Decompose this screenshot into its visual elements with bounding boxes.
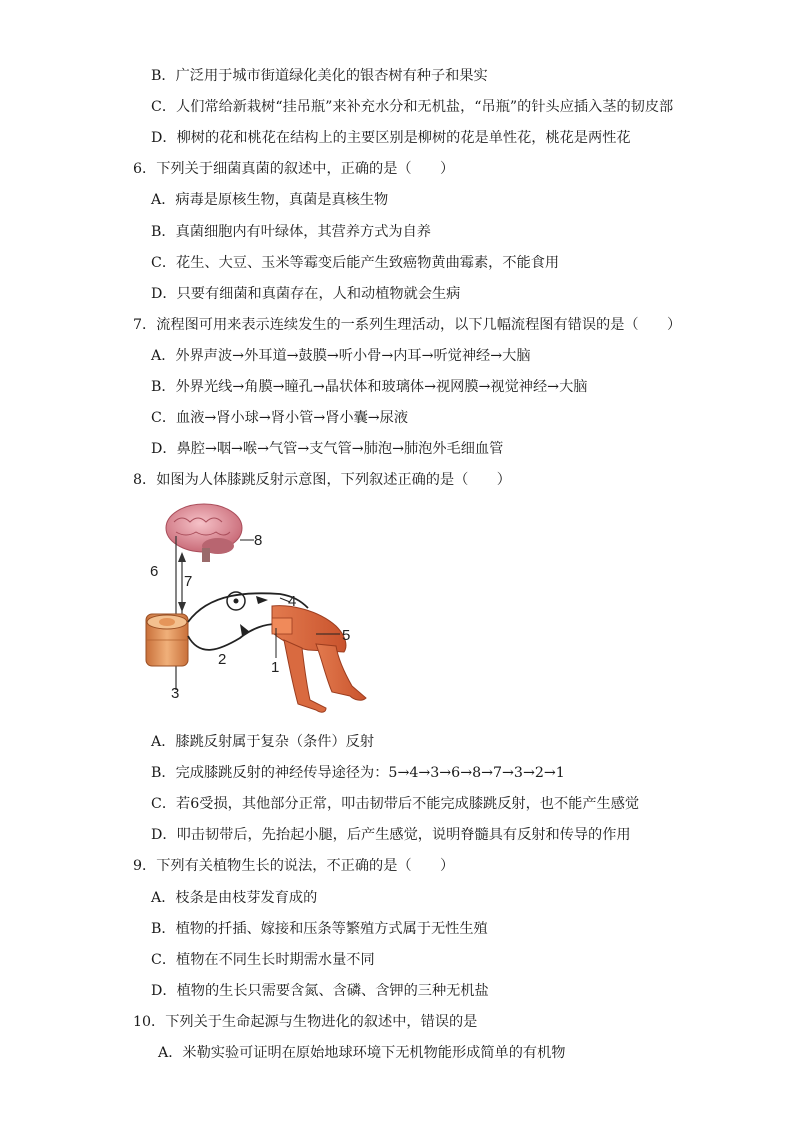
q10-stem: 10．下列关于生命起源与生物进化的叙述中，错误的是 bbox=[133, 1014, 478, 1030]
label-8: 8 bbox=[254, 532, 263, 549]
q6-option-b: B．真菌细胞内有叶绿体，其营养方式为自养 bbox=[151, 224, 431, 240]
arrow-right-icon bbox=[240, 624, 250, 636]
q8-option-c: C．若6受损，其他部分正常，叩击韧带后不能完成膝跳反射，也不能产生感觉 bbox=[151, 796, 640, 812]
leg-illustration bbox=[272, 606, 366, 713]
label-1: 1 bbox=[271, 659, 280, 676]
brain-illustration bbox=[166, 504, 242, 562]
spinal-cord-illustration bbox=[146, 614, 188, 666]
label-5: 5 bbox=[342, 627, 351, 644]
q9-option-d: D．植物的生长只需要含氮、含磷、含钾的三种无机盐 bbox=[151, 983, 489, 999]
label-3: 3 bbox=[171, 685, 180, 702]
label-7: 7 bbox=[184, 573, 193, 590]
q5-option-d: D．柳树的花和桃花在结构上的主要区别是柳树的花是单性花，桃花是两性花 bbox=[151, 130, 631, 146]
q7-option-c: C．血液→肾小球→肾小管→肾小囊→尿液 bbox=[151, 410, 409, 426]
q9-option-b: B．植物的扦插、嫁接和压条等繁殖方式属于无性生殖 bbox=[151, 921, 488, 937]
arrow-down-icon bbox=[178, 602, 186, 612]
q6-option-a: A．病毒是原核生物，真菌是真核生物 bbox=[151, 192, 389, 208]
q6-option-d: D．只要有细菌和真菌存在，人和动植物就会生病 bbox=[151, 286, 461, 302]
knee-jerk-reflex-diagram bbox=[140, 500, 380, 725]
q6-stem: 6．下列关于细菌真菌的叙述中，正确的是（ ） bbox=[133, 161, 455, 177]
q7-stem: 7．流程图可用来表示连续发生的一系列生理活动，以下几幅流程图有错误的是（ ） bbox=[133, 317, 682, 333]
q5-option-b: B．广泛用于城市街道绿化美化的银杏树有种子和果实 bbox=[151, 68, 488, 84]
q9-option-c: C．植物在不同生长时期需水量不同 bbox=[151, 952, 375, 968]
q8-option-a: A．膝跳反射属于复杂（条件）反射 bbox=[151, 734, 375, 750]
arrow-right-icon bbox=[256, 596, 268, 604]
q9-stem: 9．下列有关植物生长的说法，不正确的是（ ） bbox=[133, 858, 455, 874]
q8-stem: 8．如图为人体膝跳反射示意图，下列叙述正确的是（ ） bbox=[133, 472, 511, 488]
q6-option-c: C．花生、大豆、玉米等霉变后能产生致癌物黄曲霉素，不能食用 bbox=[151, 255, 560, 271]
q7-option-a: A．外界声波→外耳道→鼓膜→听小骨→内耳→听觉神经→大脑 bbox=[151, 348, 531, 364]
label-2: 2 bbox=[218, 651, 227, 668]
arrow-up-icon bbox=[178, 552, 186, 562]
q8-option-b: B．完成膝跳反射的神经传导途径为：5→4→3→6→8→7→3→2→1 bbox=[151, 765, 565, 781]
q5-option-c: C．人们常给新栽树“挂吊瓶”来补充水分和无机盐，“吊瓶”的针头应插入茎的韧皮部 bbox=[151, 99, 674, 115]
q7-option-b: B．外界光线→角膜→瞳孔→晶状体和玻璃体→视网膜→视觉神经→大脑 bbox=[151, 379, 588, 395]
q10-option-a: A．米勒实验可证明在原始地球环境下无机物能形成简单的有机物 bbox=[158, 1045, 566, 1061]
efferent-nerve-2 bbox=[188, 624, 276, 650]
label-6: 6 bbox=[150, 563, 159, 580]
q7-option-d: D．鼻腔→咽→喉→气管→支气管→肺泡→肺泡外毛细血管 bbox=[151, 441, 504, 457]
label-4: 4 bbox=[288, 593, 297, 610]
q9-option-a: A．枝条是由枝芽发育成的 bbox=[151, 890, 318, 906]
q8-option-d: D．叩击韧带后，先抬起小腿，后产生感觉，说明脊髓具有反射和传导的作用 bbox=[151, 827, 631, 843]
